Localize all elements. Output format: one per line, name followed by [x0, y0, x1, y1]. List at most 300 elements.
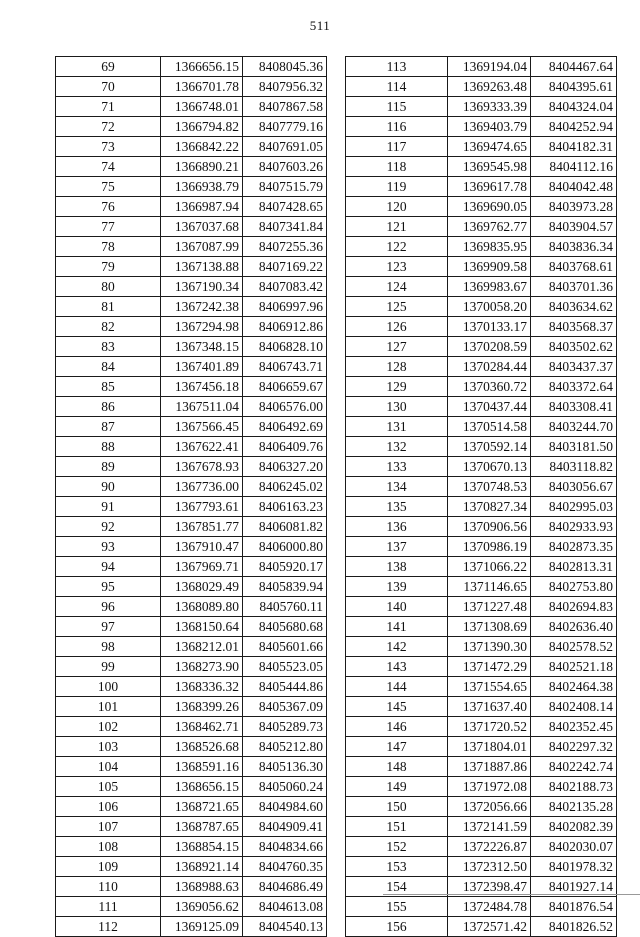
y-coordinate-cell: 8402813.31 [531, 557, 617, 577]
point-number-cell: 126 [346, 317, 448, 337]
point-number-cell: 119 [346, 177, 448, 197]
x-coordinate-cell: 1372571.42 [448, 917, 531, 937]
table-body [56, 57, 327, 937]
table-row [56, 197, 327, 217]
table-row [56, 677, 327, 697]
y-coordinate-cell: 8406828.10 [243, 337, 327, 357]
table-row [346, 497, 617, 517]
x-coordinate-cell: 1367456.18 [161, 377, 243, 397]
point-number-cell: 128 [346, 357, 448, 377]
point-number-cell: 109 [56, 857, 161, 877]
table-row [56, 817, 327, 837]
x-coordinate-cell: 1370284.44 [448, 357, 531, 377]
x-coordinate-cell: 1367566.45 [161, 417, 243, 437]
table-row [56, 157, 327, 177]
table-row [346, 917, 617, 937]
x-coordinate-cell: 1367969.71 [161, 557, 243, 577]
x-coordinate-cell: 1367037.68 [161, 217, 243, 237]
table-row [56, 377, 327, 397]
y-coordinate-cell: 8403904.57 [531, 217, 617, 237]
table-row [346, 157, 617, 177]
table-row [56, 217, 327, 237]
point-number-cell: 112 [56, 917, 161, 937]
point-number-cell: 153 [346, 857, 448, 877]
y-coordinate-cell: 8403502.62 [531, 337, 617, 357]
point-number-cell: 72 [56, 117, 161, 137]
point-number-cell: 143 [346, 657, 448, 677]
table-row [346, 357, 617, 377]
table-row [56, 917, 327, 937]
x-coordinate-cell: 1372398.47 [448, 877, 531, 897]
table-row [56, 557, 327, 577]
y-coordinate-cell: 8407956.32 [243, 77, 327, 97]
point-number-cell: 105 [56, 777, 161, 797]
table-row [56, 517, 327, 537]
x-coordinate-cell: 1366987.94 [161, 197, 243, 217]
table-row [56, 277, 327, 297]
point-number-cell: 123 [346, 257, 448, 277]
table-row [346, 337, 617, 357]
y-coordinate-cell: 8407779.16 [243, 117, 327, 137]
x-coordinate-cell: 1366701.78 [161, 77, 243, 97]
point-number-cell: 102 [56, 717, 161, 737]
table-row [346, 537, 617, 557]
x-coordinate-cell: 1372226.87 [448, 837, 531, 857]
table-row [346, 377, 617, 397]
point-number-cell: 83 [56, 337, 161, 357]
table-row [346, 677, 617, 697]
point-number-cell: 76 [56, 197, 161, 217]
y-coordinate-cell: 8406409.76 [243, 437, 327, 457]
y-coordinate-cell: 8407867.58 [243, 97, 327, 117]
table-row [56, 97, 327, 117]
x-coordinate-cell: 1366794.82 [161, 117, 243, 137]
table-row [56, 897, 327, 917]
y-coordinate-cell: 8405060.24 [243, 777, 327, 797]
coordinates-table-left [55, 56, 327, 937]
x-coordinate-cell: 1369835.95 [448, 237, 531, 257]
point-number-cell: 118 [346, 157, 448, 177]
y-coordinate-cell: 8405289.73 [243, 717, 327, 737]
point-number-cell: 70 [56, 77, 161, 97]
table-row [346, 197, 617, 217]
point-number-cell: 141 [346, 617, 448, 637]
y-coordinate-cell: 8407428.65 [243, 197, 327, 217]
table-row [346, 577, 617, 597]
point-number-cell: 88 [56, 437, 161, 457]
table-row [346, 77, 617, 97]
point-number-cell: 156 [346, 917, 448, 937]
point-number-cell: 100 [56, 677, 161, 697]
table-row [346, 417, 617, 437]
point-number-cell: 114 [346, 77, 448, 97]
table-row [346, 277, 617, 297]
point-number-cell: 101 [56, 697, 161, 717]
table-row [56, 177, 327, 197]
y-coordinate-cell: 8403181.50 [531, 437, 617, 457]
point-number-cell: 94 [56, 557, 161, 577]
x-coordinate-cell: 1371637.40 [448, 697, 531, 717]
table-row [56, 757, 327, 777]
table-row [56, 617, 327, 637]
table-row [346, 257, 617, 277]
y-coordinate-cell: 8402242.74 [531, 757, 617, 777]
x-coordinate-cell: 1372141.59 [448, 817, 531, 837]
x-coordinate-cell: 1367138.88 [161, 257, 243, 277]
table-row [346, 797, 617, 817]
x-coordinate-cell: 1368656.15 [161, 777, 243, 797]
x-coordinate-cell: 1369909.58 [448, 257, 531, 277]
point-number-cell: 87 [56, 417, 161, 437]
x-coordinate-cell: 1368399.26 [161, 697, 243, 717]
point-number-cell: 122 [346, 237, 448, 257]
y-coordinate-cell: 8402408.14 [531, 697, 617, 717]
y-coordinate-cell: 8402753.80 [531, 577, 617, 597]
y-coordinate-cell: 8405760.11 [243, 597, 327, 617]
y-coordinate-cell: 8402933.93 [531, 517, 617, 537]
point-number-cell: 73 [56, 137, 161, 157]
table-row [56, 497, 327, 517]
y-coordinate-cell: 8405212.80 [243, 737, 327, 757]
x-coordinate-cell: 1368591.16 [161, 757, 243, 777]
point-number-cell: 91 [56, 497, 161, 517]
table-row [346, 717, 617, 737]
point-number-cell: 129 [346, 377, 448, 397]
y-coordinate-cell: 8403568.37 [531, 317, 617, 337]
x-coordinate-cell: 1367851.77 [161, 517, 243, 537]
y-coordinate-cell: 8406743.71 [243, 357, 327, 377]
x-coordinate-cell: 1371146.65 [448, 577, 531, 597]
table-row [346, 857, 617, 877]
x-coordinate-cell: 1367511.04 [161, 397, 243, 417]
table-row [56, 297, 327, 317]
x-coordinate-cell: 1368854.15 [161, 837, 243, 857]
y-coordinate-cell: 8404686.49 [243, 877, 327, 897]
table-row [346, 657, 617, 677]
point-number-cell: 69 [56, 57, 161, 77]
table-row [346, 777, 617, 797]
y-coordinate-cell: 8406000.80 [243, 537, 327, 557]
x-coordinate-cell: 1369056.62 [161, 897, 243, 917]
y-coordinate-cell: 8407169.22 [243, 257, 327, 277]
point-number-cell: 149 [346, 777, 448, 797]
y-coordinate-cell: 8402636.40 [531, 617, 617, 637]
x-coordinate-cell: 1368921.14 [161, 857, 243, 877]
y-coordinate-cell: 8406576.00 [243, 397, 327, 417]
point-number-cell: 115 [346, 97, 448, 117]
x-coordinate-cell: 1367910.47 [161, 537, 243, 557]
point-number-cell: 145 [346, 697, 448, 717]
point-number-cell: 151 [346, 817, 448, 837]
y-coordinate-cell: 8404540.13 [243, 917, 327, 937]
table-row [56, 837, 327, 857]
table-row [346, 97, 617, 117]
point-number-cell: 93 [56, 537, 161, 557]
y-coordinate-cell: 8403118.82 [531, 457, 617, 477]
table-row [56, 537, 327, 557]
x-coordinate-cell: 1368273.90 [161, 657, 243, 677]
point-number-cell: 86 [56, 397, 161, 417]
x-coordinate-cell: 1371804.01 [448, 737, 531, 757]
y-coordinate-cell: 8404395.61 [531, 77, 617, 97]
point-number-cell: 139 [346, 577, 448, 597]
y-coordinate-cell: 8403244.70 [531, 417, 617, 437]
x-coordinate-cell: 1370208.59 [448, 337, 531, 357]
point-number-cell: 90 [56, 477, 161, 497]
x-coordinate-cell: 1371390.30 [448, 637, 531, 657]
y-coordinate-cell: 8404984.60 [243, 797, 327, 817]
point-number-cell: 110 [56, 877, 161, 897]
table-row [56, 397, 327, 417]
table-row [346, 897, 617, 917]
point-number-cell: 121 [346, 217, 448, 237]
table-row [56, 117, 327, 137]
x-coordinate-cell: 1371066.22 [448, 557, 531, 577]
y-coordinate-cell: 8404760.35 [243, 857, 327, 877]
x-coordinate-cell: 1370437.44 [448, 397, 531, 417]
point-number-cell: 125 [346, 297, 448, 317]
point-number-cell: 136 [346, 517, 448, 537]
x-coordinate-cell: 1370360.72 [448, 377, 531, 397]
x-coordinate-cell: 1371227.48 [448, 597, 531, 617]
x-coordinate-cell: 1370592.14 [448, 437, 531, 457]
point-number-cell: 131 [346, 417, 448, 437]
table-row [56, 857, 327, 877]
point-number-cell: 147 [346, 737, 448, 757]
table-row [56, 77, 327, 97]
table-row [346, 177, 617, 197]
table-row [56, 237, 327, 257]
y-coordinate-cell: 8405136.30 [243, 757, 327, 777]
x-coordinate-cell: 1372484.78 [448, 897, 531, 917]
point-number-cell: 99 [56, 657, 161, 677]
y-coordinate-cell: 8401927.14 [531, 877, 617, 897]
point-number-cell: 134 [346, 477, 448, 497]
y-coordinate-cell: 8406245.02 [243, 477, 327, 497]
y-coordinate-cell: 8407083.42 [243, 277, 327, 297]
y-coordinate-cell: 8405601.66 [243, 637, 327, 657]
x-coordinate-cell: 1370986.19 [448, 537, 531, 557]
point-number-cell: 89 [56, 457, 161, 477]
table-row [346, 637, 617, 657]
x-coordinate-cell: 1368336.32 [161, 677, 243, 697]
table-row [56, 337, 327, 357]
y-coordinate-cell: 8402521.18 [531, 657, 617, 677]
y-coordinate-cell: 8405920.17 [243, 557, 327, 577]
table-row [56, 357, 327, 377]
x-coordinate-cell: 1371308.69 [448, 617, 531, 637]
table-row [346, 517, 617, 537]
y-coordinate-cell: 8402030.07 [531, 837, 617, 857]
table-row [56, 477, 327, 497]
point-number-cell: 144 [346, 677, 448, 697]
y-coordinate-cell: 8402188.73 [531, 777, 617, 797]
table-row [56, 417, 327, 437]
point-number-cell: 150 [346, 797, 448, 817]
table-row [56, 697, 327, 717]
x-coordinate-cell: 1369125.09 [161, 917, 243, 937]
point-number-cell: 148 [346, 757, 448, 777]
y-coordinate-cell: 8402297.32 [531, 737, 617, 757]
x-coordinate-cell: 1366842.22 [161, 137, 243, 157]
y-coordinate-cell: 8407255.36 [243, 237, 327, 257]
y-coordinate-cell: 8403836.34 [531, 237, 617, 257]
x-coordinate-cell: 1366656.15 [161, 57, 243, 77]
y-coordinate-cell: 8403372.64 [531, 377, 617, 397]
table-row [346, 57, 617, 77]
page-number: 511 [309, 18, 331, 33]
table-row [346, 117, 617, 137]
x-coordinate-cell: 1370906.56 [448, 517, 531, 537]
x-coordinate-cell: 1369617.78 [448, 177, 531, 197]
x-coordinate-cell: 1368029.49 [161, 577, 243, 597]
y-coordinate-cell: 8403701.36 [531, 277, 617, 297]
table-row [56, 737, 327, 757]
point-number-cell: 135 [346, 497, 448, 517]
point-number-cell: 130 [346, 397, 448, 417]
x-coordinate-cell: 1371972.08 [448, 777, 531, 797]
x-coordinate-cell: 1367242.38 [161, 297, 243, 317]
y-coordinate-cell: 8406659.67 [243, 377, 327, 397]
x-coordinate-cell: 1368150.64 [161, 617, 243, 637]
x-coordinate-cell: 1370748.53 [448, 477, 531, 497]
y-coordinate-cell: 8405839.94 [243, 577, 327, 597]
y-coordinate-cell: 8402694.83 [531, 597, 617, 617]
x-coordinate-cell: 1370058.20 [448, 297, 531, 317]
point-number-cell: 74 [56, 157, 161, 177]
point-number-cell: 95 [56, 577, 161, 597]
x-coordinate-cell: 1368526.68 [161, 737, 243, 757]
x-coordinate-cell: 1370514.58 [448, 417, 531, 437]
point-number-cell: 79 [56, 257, 161, 277]
point-number-cell: 142 [346, 637, 448, 657]
point-number-cell: 117 [346, 137, 448, 157]
point-number-cell: 98 [56, 637, 161, 657]
y-coordinate-cell: 8402135.28 [531, 797, 617, 817]
y-coordinate-cell: 8404112.16 [531, 157, 617, 177]
x-coordinate-cell: 1368462.71 [161, 717, 243, 737]
y-coordinate-cell: 8407603.26 [243, 157, 327, 177]
table-row [346, 437, 617, 457]
table-row [346, 237, 617, 257]
x-coordinate-cell: 1367793.61 [161, 497, 243, 517]
point-number-cell: 96 [56, 597, 161, 617]
x-coordinate-cell: 1369474.65 [448, 137, 531, 157]
y-coordinate-cell: 8401876.54 [531, 897, 617, 917]
y-coordinate-cell: 8402352.45 [531, 717, 617, 737]
point-number-cell: 116 [346, 117, 448, 137]
y-coordinate-cell: 8403634.62 [531, 297, 617, 317]
x-coordinate-cell: 1371887.86 [448, 757, 531, 777]
y-coordinate-cell: 8404613.08 [243, 897, 327, 917]
table-row [346, 317, 617, 337]
y-coordinate-cell: 8404182.31 [531, 137, 617, 157]
x-coordinate-cell: 1369762.77 [448, 217, 531, 237]
x-coordinate-cell: 1371554.65 [448, 677, 531, 697]
x-coordinate-cell: 1367401.89 [161, 357, 243, 377]
x-coordinate-cell: 1372312.50 [448, 857, 531, 877]
y-coordinate-cell: 8407691.05 [243, 137, 327, 157]
point-number-cell: 140 [346, 597, 448, 617]
table-row [346, 837, 617, 857]
y-coordinate-cell: 8408045.36 [243, 57, 327, 77]
table-row [346, 477, 617, 497]
table-row [346, 557, 617, 577]
table-row [56, 257, 327, 277]
point-number-cell: 108 [56, 837, 161, 857]
point-number-cell: 107 [56, 817, 161, 837]
y-coordinate-cell: 8403437.37 [531, 357, 617, 377]
table-row [346, 397, 617, 417]
x-coordinate-cell: 1369983.67 [448, 277, 531, 297]
table-row [346, 617, 617, 637]
x-coordinate-cell: 1366938.79 [161, 177, 243, 197]
y-coordinate-cell: 8407515.79 [243, 177, 327, 197]
x-coordinate-cell: 1367190.34 [161, 277, 243, 297]
x-coordinate-cell: 1369690.05 [448, 197, 531, 217]
x-coordinate-cell: 1368212.01 [161, 637, 243, 657]
point-number-cell: 97 [56, 617, 161, 637]
point-number-cell: 133 [346, 457, 448, 477]
x-coordinate-cell: 1367622.41 [161, 437, 243, 457]
y-coordinate-cell: 8404324.04 [531, 97, 617, 117]
point-number-cell: 155 [346, 897, 448, 917]
x-coordinate-cell: 1369263.48 [448, 77, 531, 97]
x-coordinate-cell: 1369194.04 [448, 57, 531, 77]
y-coordinate-cell: 8406997.96 [243, 297, 327, 317]
table-row [346, 737, 617, 757]
x-coordinate-cell: 1368089.80 [161, 597, 243, 617]
y-coordinate-cell: 8406492.69 [243, 417, 327, 437]
table-row [56, 437, 327, 457]
y-coordinate-cell: 8403308.41 [531, 397, 617, 417]
point-number-cell: 154 [346, 877, 448, 897]
y-coordinate-cell: 8401826.52 [531, 917, 617, 937]
y-coordinate-cell: 8405523.05 [243, 657, 327, 677]
point-number-cell: 78 [56, 237, 161, 257]
table-row [346, 137, 617, 157]
table-row [56, 57, 327, 77]
y-coordinate-cell: 8403056.67 [531, 477, 617, 497]
table-row [346, 817, 617, 837]
y-coordinate-cell: 8402464.38 [531, 677, 617, 697]
point-number-cell: 127 [346, 337, 448, 357]
point-number-cell: 132 [346, 437, 448, 457]
point-number-cell: 92 [56, 517, 161, 537]
y-coordinate-cell: 8403973.28 [531, 197, 617, 217]
point-number-cell: 80 [56, 277, 161, 297]
table-row [56, 457, 327, 477]
y-coordinate-cell: 8404909.41 [243, 817, 327, 837]
y-coordinate-cell: 8404042.48 [531, 177, 617, 197]
table-row [56, 577, 327, 597]
point-number-cell: 152 [346, 837, 448, 857]
table-row [56, 317, 327, 337]
point-number-cell: 111 [56, 897, 161, 917]
x-coordinate-cell: 1371472.29 [448, 657, 531, 677]
x-coordinate-cell: 1369545.98 [448, 157, 531, 177]
x-coordinate-cell: 1372056.66 [448, 797, 531, 817]
x-coordinate-cell: 1367348.15 [161, 337, 243, 357]
table-row [346, 297, 617, 317]
y-coordinate-cell: 8406081.82 [243, 517, 327, 537]
table-row [56, 597, 327, 617]
y-coordinate-cell: 8401978.32 [531, 857, 617, 877]
point-number-cell: 81 [56, 297, 161, 317]
x-coordinate-cell: 1368988.63 [161, 877, 243, 897]
x-coordinate-cell: 1368721.65 [161, 797, 243, 817]
table-row [56, 637, 327, 657]
